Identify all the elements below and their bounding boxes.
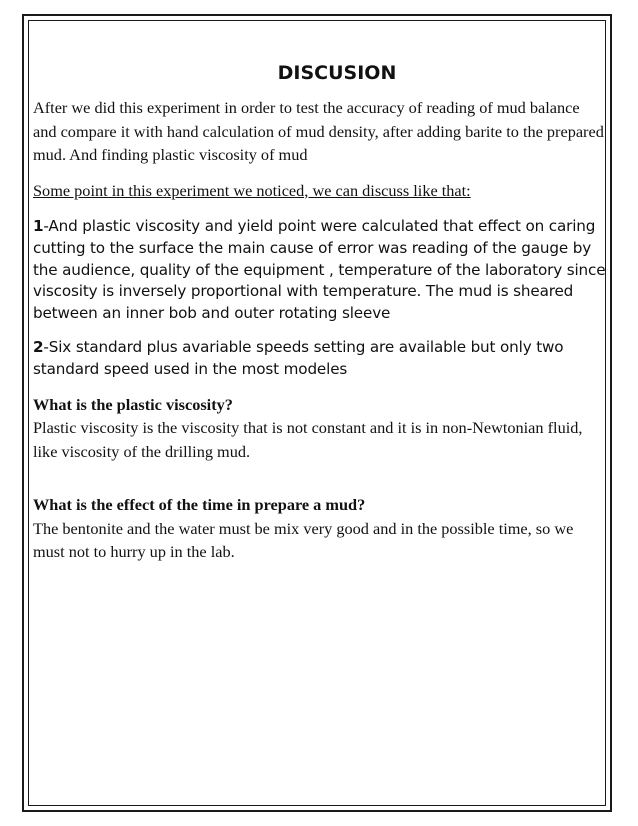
question-2: What is the effect of the time in prepare a mud? [33, 495, 366, 515]
spacer [33, 167, 607, 179]
point-number: 2 [33, 337, 44, 356]
discussion-point-1 [33, 216, 607, 325]
answer-1: Plastic viscosity is the viscosity that is not constant and it is in non-Newtonian fluid, like viscosity of the drilling mud. [33, 418, 583, 461]
spacer [33, 325, 607, 337]
question-1: What is the plastic viscosity? [33, 394, 233, 414]
point-text: -Six standard plus avariable speeds setting are available but only two standard speed used in the most modeles [33, 337, 564, 378]
document-body [33, 60, 607, 564]
points-heading: Some point in this experiment we noticed, we can discuss like that: [33, 180, 471, 200]
page-title: DISCUSION [277, 62, 397, 84]
discussion-point-2 [33, 337, 607, 381]
intro-paragraph: After we did this experiment in order to test the accuracy of reading of mud balance and compare it with hand calculation of mud density, after adding barite to the prepared mud. And finding plastic viscosity of mud [33, 98, 604, 164]
spacer [33, 202, 607, 216]
spacer [33, 381, 607, 393]
point-text: -And plastic viscosity and yield point were calculated that effect on caring cutting to the surface the main cause of error was reading of the gauge by the audience, quality of the equipment , temperature of the laboratory since viscosity is inversely proportional with temperature. The mud is sheared between an inner bob and outer rotating sleeve [33, 217, 606, 323]
answer-2: The bentonite and the water must be mix very good and in the possible time, so we must not to hurry up in the lab. [33, 518, 574, 562]
spacer [33, 463, 607, 493]
point-number: 1 [33, 217, 44, 235]
